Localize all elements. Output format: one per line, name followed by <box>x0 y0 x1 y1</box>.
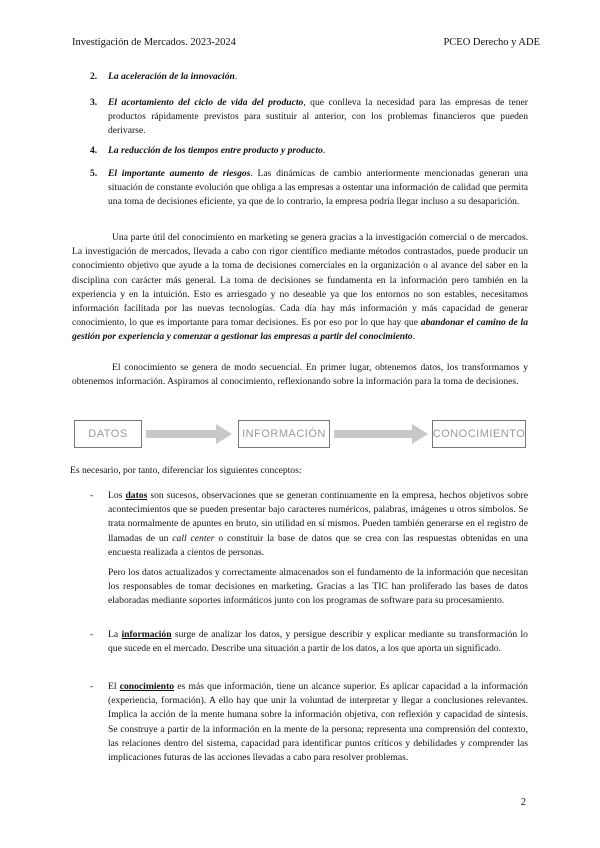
list-rest: . <box>234 71 238 82</box>
flow-box-informacion: INFORMACIÓN <box>238 420 330 448</box>
term-informacion: información <box>121 629 172 640</box>
bullet-text: surge de analizar los datos, y persigue describir y explicar mediante su transformación lo que sucede en el mercado. Describe una situación a partir de los datos, a los que aporta un significado. <box>108 629 528 655</box>
paragraph-sequence: El conocimiento se genera de modo secuencial. En primer lugar, obtenemos datos, los transformamos y obtenemos información. Aspiramos al conocimiento, reflexionando sobre la información para la toma de decisiones. <box>72 362 528 388</box>
bullet-dash: - <box>90 490 94 501</box>
flow-box-conocimiento: CONOCIMIENTO <box>432 420 526 448</box>
list-number: 5. <box>90 168 98 179</box>
paragraph-text: Una parte útil del conocimiento en marketing se genera gracias a la investigación comercial o de mercados. La investigación de mercados, llevada a cabo con rigor científico mediante métodos contrastados, puede producir un conocimiento objetivo que ayude a la toma de decisiones comerciales en la organización o al avance del saber en la disciplina con carácter más general. La toma de decisiones se fundamenta en la información pero también en la experiencia y en la intuición. Esto es arriesgado y no deseable ya que los entornos no son estables, necesitamos información facilitada por las nuevas tecnologías. Cada día hay más información y más capacidad de generar conocimiento, lo que es importante para tomar decisiones. Es por eso por lo que hay que <box>72 232 528 329</box>
term-conocimiento: conocimiento <box>119 681 175 692</box>
list-rest: , que conlleva la necesidad para las empresas de tener productos rápidamente previstos para sustituir al anterior, con los problemas financieros que pueden derivarse. <box>108 97 528 137</box>
bullet-pre: El <box>108 681 120 692</box>
bullet-dash: - <box>90 681 94 692</box>
bullet-text: son sucesos, observaciones que se generan continuamente en la empresa, hechos objetivos sobre acontecimientos que se pueden presentar bajo caracteres numéricos, palabras, imágenes u otros símbolos. Se trata normalmente de apuntes en bruto, sin utilidad en sí mismos. Pueden también generarse en el registro de llamadas de un <box>108 490 528 544</box>
list-number: 3. <box>90 97 98 108</box>
term-call-center: call center <box>172 532 215 544</box>
flow-box-datos: DATOS <box>74 420 142 448</box>
bullet-text-cont: o constituir la base de datos que se crea con las respuestas obtenidas en una encuesta realizada a cientos de personas. <box>108 532 528 558</box>
paragraph-knowledge <box>72 231 528 345</box>
list-number: 4. <box>90 145 98 156</box>
list-bold: El importante aumento de riesgos <box>108 168 251 179</box>
list-rest: . Las dinámicas de cambio anteriormente mencionadas generan una situación de constante evolución que obliga a las empresas a ostentar una información de calidad que permita una toma de decisiones eficiente, ya que de lo contrario, la empresa podría llegar incluso a su desaparición. <box>108 168 528 208</box>
concepts-intro: Es necesario, por tanto, diferenciar los siguientes conceptos: <box>70 465 302 476</box>
list-number: 2. <box>90 71 98 82</box>
bullet-dash: - <box>90 629 94 640</box>
paragraph-bold: abandonar el camino de la gestión por experiencia y comenzar a gestionar las empresas a partir del conocimiento <box>72 317 528 343</box>
bullet-pre: Los <box>108 490 126 501</box>
arrow-right-icon <box>334 422 430 446</box>
flow-diagram <box>72 420 528 452</box>
paragraph-end: . <box>412 331 415 343</box>
list-bold: El acortamiento del ciclo de vida del producto <box>108 97 304 108</box>
list-bold: La reducción de los tiempos entre producto y producto <box>108 145 323 156</box>
list-bold: La aceleración de la innovación <box>108 71 235 82</box>
header-right: PCEO Derecho y ADE <box>443 37 540 48</box>
bullet-pre: La <box>108 629 122 640</box>
list-rest: . <box>322 145 326 156</box>
page-number: 2 <box>520 797 526 808</box>
arrow-right-icon <box>146 422 234 446</box>
term-datos: datos <box>125 490 148 501</box>
header-left: Investigación de Mercados. 2023-2024 <box>72 37 236 48</box>
paragraph-datos-detail: Pero los datos actualizados y correctamente almacenados son el fundamento de la información que necesitan los responsables de tomar decisiones en marketing. Gracias a las TIC han proliferado las bases de datos elaboradas mediante soportes informáticos junto con los programas de software para su procesamiento. <box>108 567 528 607</box>
bullet-text: es más que información, tiene un alcance superior. Es aplicar capacidad a la información (experiencia, formación). A ello hay que unir la voluntad de interpretar y llegar a conclusiones relevantes. Implica la acción de la mente humana sobre la información objetiva, con reflexión y capacidad de síntesis. Se construye a partir de la información en la mente de la persona; representa una comprensión del contexto, las relaciones dentro del sistema, capacidad para identificar puntos críticos y debilidades y comprender las implicaciones futuras de las acciones llevadas a cabo para resolver problemas. <box>108 681 528 764</box>
